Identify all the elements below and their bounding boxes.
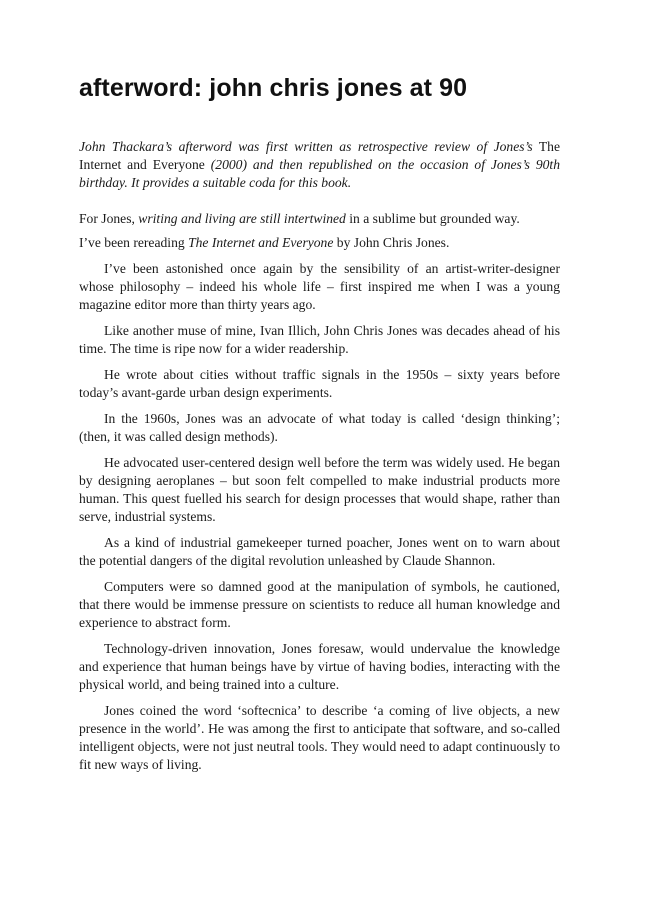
body-text [79, 210, 560, 774]
paragraph-1 [79, 210, 560, 228]
paragraph-7: He advocated user-centered design well before the term was widely used. He began by designing aeroplanes – but soon felt compelled to make industrial products more human. This quest fuelled his search for design processes that would shape, rather than serve, industrial systems. [79, 455, 560, 524]
page [79, 72, 560, 782]
paragraph-2-before: I’ve been rereading [79, 235, 189, 250]
paragraph-4: Like another muse of mine, Ivan Illich, John Chris Jones was decades ahead of his time. The time is ripe now for a wider readership. [79, 323, 560, 356]
paragraph-11: Jones coined the word ‘softecnica’ to describe ‘a coming of live objects, a new presence in the world’. He was among the first to anticipate that software, and so-called intelligent objects, were not just neutral tools. They would need to adapt continuously to fit new ways of living. [79, 703, 560, 772]
paragraph-1-after: in a sublime but grounded way. [345, 211, 520, 226]
intro-paragraph [79, 138, 560, 192]
paragraph-8: As a kind of industrial gamekeeper turned poacher, Jones went on to warn about the potential dangers of the digital revolution unleashed by Claude Shannon. [79, 535, 560, 568]
intro-book-title: The Internet and Everyone [79, 139, 560, 172]
paragraph-2 [79, 234, 560, 252]
intro-part2: (2000) and then republished on the occasion of Jones’s 90th birthday. It provides a suitable coda for this book. [79, 157, 560, 190]
paragraph-3: I’ve been astonished once again by the sensibility of an artist-writer-designer whose philosophy – indeed his whole life – first inspired me when I was a young magazine editor more than thirty years ago. [79, 261, 560, 312]
paragraph-6: In the 1960s, Jones was an advocate of what today is called ‘design thinking’; (then, it was called design methods). [79, 411, 560, 444]
paragraph-9: Computers were so damned good at the manipulation of symbols, he cautioned, that there would be immense pressure on scientists to reduce all human knowledge and experience to abstract form. [79, 579, 560, 630]
paragraph-1-emphasis: writing and living are still intertwined [138, 211, 346, 226]
paragraph-2-book-title: The Internet and Everyone [188, 235, 334, 250]
intro-part1: John Thackara’s afterword was first written as retrospective review of Jones’s [79, 139, 533, 154]
paragraph-2-after: by John Chris Jones. [333, 235, 450, 250]
paragraph-5: He wrote about cities without traffic signals in the 1950s – sixty years before today’s avant-garde urban design experiments. [79, 367, 560, 400]
paragraph-10: Technology-driven innovation, Jones foresaw, would undervalue the knowledge and experience that human beings have by virtue of having bodies, interacting with the physical world, and being trained into a culture. [79, 641, 560, 692]
paragraph-1-before: For Jones, [79, 211, 139, 226]
page-title: afterword: john chris jones at 90 [79, 74, 468, 102]
